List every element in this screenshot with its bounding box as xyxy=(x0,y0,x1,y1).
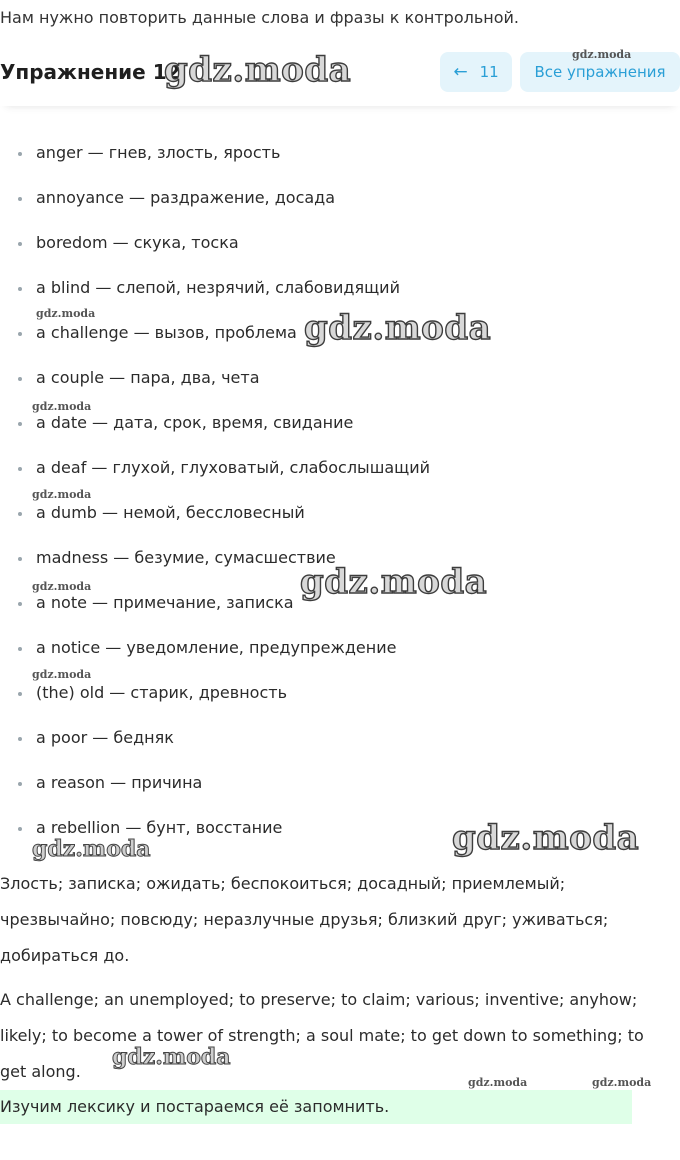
watermark-logo: gdz.moda xyxy=(592,1076,652,1089)
exercise-header xyxy=(0,42,680,106)
list-item: a date — дата, срок, время, свидание xyxy=(0,402,680,447)
intro-text: Нам нужно повторить данные слова и фразы к контрольной. xyxy=(0,8,520,27)
watermark-logo: gdz.moda xyxy=(164,50,352,90)
highlight-note: Изучим лексику и постараемся её запомнить. xyxy=(0,1090,632,1124)
watermark-logo: gdz.moda xyxy=(468,1076,528,1089)
prev-exercise-label: 11 xyxy=(479,63,499,81)
list-item: a notice — уведомление, предупреждение xyxy=(0,627,680,672)
watermark-logo: gdz.moda xyxy=(572,48,632,61)
list-item: a rebellion — бунт, восстание xyxy=(0,807,680,852)
list-item: a blind — слепой, незрячий, слабовидящий xyxy=(0,267,680,312)
list-item: annoyance — раздражение, досада xyxy=(0,177,680,222)
watermark-logo: gdz.moda xyxy=(452,818,640,858)
watermark-logo: gdz.moda xyxy=(112,1044,231,1070)
watermark-logo: gdz.moda xyxy=(36,307,96,320)
watermark-logo: gdz.moda xyxy=(304,308,492,348)
watermark-logo: gdz.moda xyxy=(32,668,92,681)
watermark-logo: gdz.moda xyxy=(300,562,488,602)
prev-exercise-button[interactable] xyxy=(440,52,512,92)
list-item: a reason — причина xyxy=(0,762,680,807)
vocab-list xyxy=(0,132,680,852)
all-exercises-button[interactable]: Все упражнения xyxy=(520,52,680,92)
list-item: a dumb — немой, бессловесный xyxy=(0,492,680,537)
list-item: madness — безумие, сумасшествие xyxy=(0,537,680,582)
watermark-logo: gdz.moda xyxy=(32,488,92,501)
arrow-left-icon: ← xyxy=(453,62,468,82)
watermark-logo: gdz.moda xyxy=(32,400,92,413)
watermark-logo: gdz.moda xyxy=(32,580,92,593)
list-item: a challenge — вызов, проблема xyxy=(0,312,680,357)
russian-word-list: Злость; записка; ожидать; беспокоиться; досадный; приемлемый; чрезвычайно; повсюду; неразлучные друзья; близкий друг; уживаться; добираться до. xyxy=(0,874,609,965)
list-item: boredom — скука, тоска xyxy=(0,222,680,267)
list-item: a poor — бедняк xyxy=(0,717,680,762)
list-item: a note — примечание, записка xyxy=(0,582,680,627)
list-item: (the) old — старик, древность xyxy=(0,672,680,717)
exercise-title: Упражнение 12 xyxy=(0,60,181,84)
watermark-logo: gdz.moda xyxy=(32,836,151,862)
list-item: a couple — пара, два, чета xyxy=(0,357,680,402)
list-item: a deaf — глухой, глуховатый, слабослышащий xyxy=(0,447,680,492)
english-word-list: A challenge; an unemployed; to preserve; to claim; various; inventive; anyhow; likely; to become a tower of strength; a soul mate; to get down to something; to get along. xyxy=(0,990,644,1081)
list-item: anger — гнев, злость, ярость xyxy=(0,132,680,177)
